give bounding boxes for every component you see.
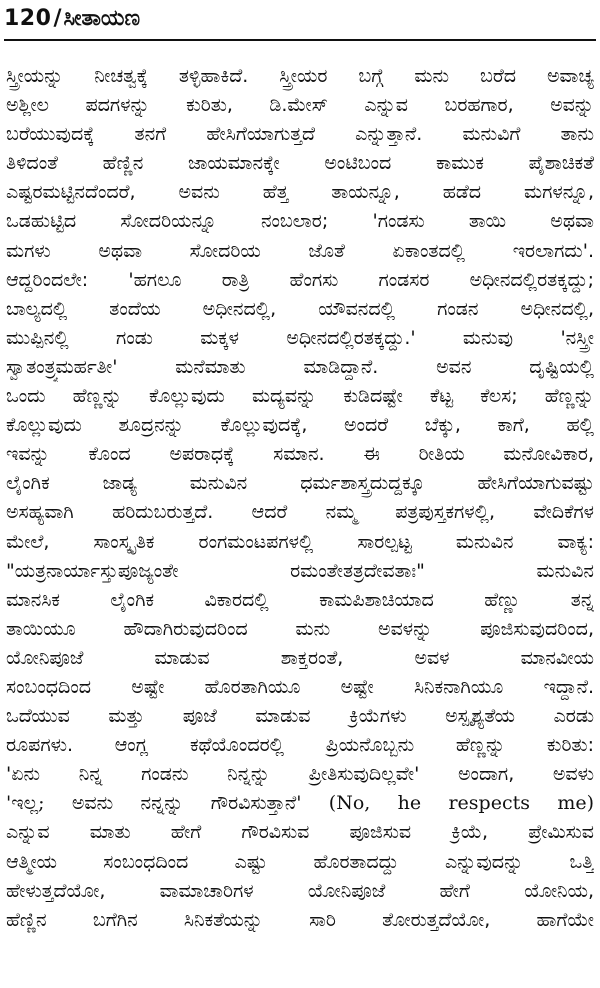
text-line: ಆದ್ದರಿಂದಲೇ: 'ಹಗಲೂ ರಾತ್ರಿ ಹೆಂಗಸು ಗಂಡಸರ ಅಧೀನದಲ್ಲಿರತಕ್ಕದ್ದು; [6,268,594,291]
text-line: ಸಂಬಂಧದಿಂದ ಅಷ್ಟೇ ಹೊರತಾಗಿಯೂ ಅಷ್ಟೇ ಸಿನಿಕನಾಗಿಯೂ ಇದ್ದಾನೆ. [6,675,594,698]
text-line: ಮುಪ್ಪಿನಲ್ಲಿ ಗಂಡು ಮಕ್ಕಳ ಅಧೀನದಲ್ಲಿರತಕ್ಕದ್ದು.' ಮನುವು 'ನಸ್ತ್ರೀ [6,326,594,349]
header-separator: / [53,6,62,31]
text-line: ಆತ್ಮೀಯ ಸಂಬಂಧದಿಂದ ಎಷ್ಟು ಹೊರತಾದದ್ದು ಎನ್ನುವುದನ್ನು ಒತ್ತಿ [6,850,594,873]
book-title: ಸೀತಾಯಣ [63,6,141,31]
text-line: ಒಡಹುಟ್ಟಿದ ಸೋದರಿಯನ್ನೂ ನಂಬಲಾರ; 'ಗಂಡಸು ತಾಯಿ ಅಥವಾ [6,210,594,233]
running-header [4,6,140,31]
text-line: ಮೇಲೆ, ಸಾಂಸ್ಕೃತಿಕ ರಂಗಮಂಟಪಗಳಲ್ಲಿ ಸಾರಲ್ಪಟ್ಟ ಮನುವಿನ ವಾಕ್ಯ: [6,530,594,553]
text-line: ಹೆಣ್ಣಿನ ಬಗೆಗಿನ ಸಿನಿಕತೆಯನ್ನು ಸಾರಿ ತೋರುತ್ತದೆಯೋ, ಹಾಗೆಯೇ [6,908,594,931]
text-line: ಅಸಹ್ಯವಾಗಿ ಹರಿದುಬರುತ್ತದೆ. ಆದರೆ ನಮ್ಮ ಪತ್ರಪುಸ್ತಕಗಳಲ್ಲಿ, ವೇದಿಕೆಗಳ [6,501,594,524]
text-line: ಬಾಲ್ಯದಲ್ಲಿ ತಂದೆಯ ಅಧೀನದಲ್ಲಿ, ಯೌವನದಲ್ಲಿ ಗಂಡನ ಅಧೀನದಲ್ಲಿ, [6,297,594,320]
text-line: ಹೇಳುತ್ತದೆಯೋ, ವಾಮಾಚಾರಿಗಳ ಯೋನಿಪೂಜೆ ಹೇಗೆ ಯೋನಿಯ, [6,879,594,902]
text-line: ಕೊಲ್ಲುವುದು ಶೂದ್ರನನ್ನು ಕೊಲ್ಲುವುದಕ್ಕೆ, ಅಂದರೆ ಬೆಕ್ಕು, ಕಾಗೆ, ಹಲ್ಲಿ [6,414,594,437]
header-rule [4,39,596,41]
text-line: ಅಶ್ಲೀಲ ಪದಗಳನ್ನು ಕುರಿತು, ಡಿ.ಮೇಸ್ ಎನ್ನುವ ಬರಹಗಾರ, ಅವನ್ನು [6,94,594,117]
text-line: ಎನ್ನುವ ಮಾತು ಹೇಗೆ ಗೌರವಿಸುವ ಪೂಜಿಸುವ ಕ್ರಿಯೆ, ಪ್ರೇಮಿಸುವ [6,821,594,844]
body-paragraph [6,62,594,935]
text-line: ಬರೆಯುವುದಕ್ಕೆ ತನಗೆ ಹೇಸಿಗೆಯಾಗುತ್ತದೆ ಎನ್ನುತ್ತಾನೆ. ಮನುವಿಗೆ ತಾನು [6,123,594,146]
text-line: ಲೈಂಗಿಕ ಜಾಡ್ಯ ಮನುವಿನ ಧರ್ಮಶಾಸ್ತ್ರದುದ್ದಕ್ಕೂ ಹೇಸಿಗೆಯಾಗುವಷ್ಟು [6,472,594,495]
text-line: ಯೋನಿಪೂಜೆ ಮಾಡುವ ಶಾಕ್ತರಂತೆ, ಅವಳ ಮಾನವೀಯ [6,646,594,669]
text-line: ಒಂದು ಹೆಣ್ಣನ್ನು ಕೊಲ್ಲುವುದು ಮದ್ಯವನ್ನು ಕುಡಿದಷ್ಟೇ ಕೆಟ್ಟ ಕೆಲಸ; ಹೆಣ್ಣನ್ನು [6,385,594,408]
text-line: ಇವನ್ನು ಕೊಂದ ಅಪರಾಧಕ್ಕೆ ಸಮಾನ. ಈ ರೀತಿಯ ಮನೋವಿಕಾರ, [6,443,594,466]
quote-line: "ಯತ್ರನಾರ್ಯಾಸ್ತುಪೂಜ್ಯಂತೇ ರಮಂತೇತತ್ರದೇವತಾಃ" ಮನುವಿನ [6,559,594,582]
text-line: ತಾಯಿಯೂ ಹೌದಾಗಿರುವುದರಿಂದ ಮನು ಅವಳನ್ನು ಪೂಜಿಸುವುದರಿಂದ, [6,617,594,640]
page-number: 120 [4,6,52,31]
text-line-english-gloss: 'ಇಲ್ಲ; ಅವನು ನನ್ನನ್ನು ಗೌರವಿಸುತ್ತಾನೆ' (No, he respects me) [6,792,594,815]
text-line: ಸ್ತ್ರೀಯನ್ನು ನೀಚತ್ವಕ್ಕೆ ತಳ್ಳಿಹಾಕಿದೆ. ಸ್ತ್ರೀಯರ ಬಗ್ಗೆ ಮನು ಬರೆದ ಅವಾಚ್ಯ [6,65,594,87]
text-line: ಎಷ್ಟರಮಟ್ಟಿನದೆಂದರೆ, ಅವನು ಹೆತ್ತ ತಾಯನ್ನೂ, ಹಡೆದ ಮಗಳನ್ನೂ, [6,181,594,204]
text-line: 'ಏನು ನಿನ್ನ ಗಂಡನು ನಿನ್ನನ್ನು ಪ್ರೀತಿಸುವುದಿಲ್ಲವೇ' ಅಂದಾಗ, ಅವಳು [6,763,594,786]
text-line: ರೂಪಗಳು. ಆಂಗ್ಲ ಕಥೆಯೊಂದರಲ್ಲಿ ಪ್ರಿಯನೊಬ್ಬನು ಹೆಣ್ಣನ್ನು ಕುರಿತು: [6,734,594,757]
text-line: ಮಗಳು ಅಥವಾ ಸೋದರಿಯ ಜೊತೆ ಏಕಾಂತದಲ್ಲಿ ಇರಲಾಗದು'. [6,239,594,262]
text-line: ಒದೆಯುವ ಮತ್ತು ಪೂಜೆ ಮಾಡುವ ಕ್ರಿಯೆಗಳು ಅಸ್ಪೃಶ್ಯತೆಯ ಎರಡು [6,705,594,728]
text-line: ಸ್ವಾತಂತ್ರ್ಯಮರ್ಹತೀ' ಮನೆಮಾತು ಮಾಡಿದ್ದಾನೆ. ಅವನ ದೃಷ್ಟಿಯಲ್ಲಿ [6,355,594,378]
text-line: ತಿಳಿದಂತೆ ಹೆಣ್ಣಿನ ಜಾಯಮಾನಕ್ಕೇ ಅಂಟಿಬಂದ ಕಾಮುಕ ಪೈಶಾಚಿಕತೆ [6,152,594,175]
text-line: ಮಾನಸಿಕ ಲೈಂಗಿಕ ವಿಕಾರದಲ್ಲಿ ಕಾಮಪಿಶಾಚಿಯಾದ ಹೆಣ್ಣು ತನ್ನ [6,588,594,611]
